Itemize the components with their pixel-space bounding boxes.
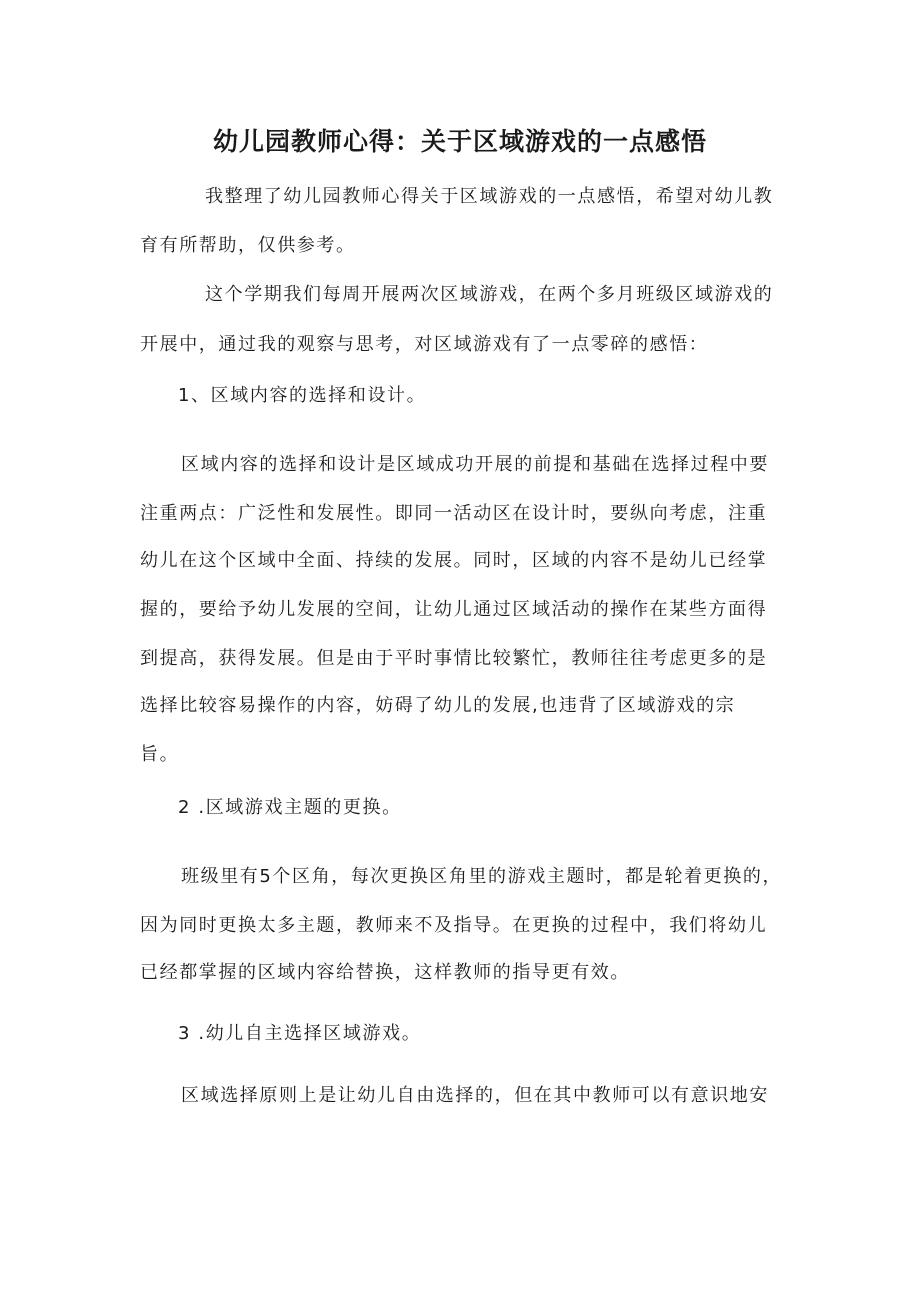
paragraph-line: 我整理了幼儿园教师心得关于区域游戏的一点感悟，希望对幼儿教: [205, 186, 774, 207]
paragraph-line: 区域内容的选择和设计是区域成功开展的前提和基础在选择过程中要: [181, 454, 769, 475]
section-heading-3: 3 .幼儿自主选择区域游戏。: [178, 1023, 422, 1044]
paragraph-line: 到提高，获得发展。但是由于平时事情比较繁忙，教师往往考虑更多的是: [140, 648, 768, 669]
paragraph-line: 选择比较容易操作的内容，妨碍了幼儿的发展,也违背了区域游戏的宗: [140, 695, 736, 716]
paragraph-line: 开展中，通过我的观察与思考，对区域游戏有了一点零碎的感悟：: [140, 334, 709, 355]
section-heading-2: 2 .区域游戏主题的更换。: [178, 797, 402, 818]
paragraph-line: 旨。: [140, 744, 180, 765]
paragraph-line: 育有所帮助，仅供参考。: [140, 235, 356, 256]
paragraph-line: 注重两点：广泛性和发展性。即同一活动区在设计时，要纵向考虑，注重: [140, 503, 768, 524]
paragraph-line: 因为同时更换太多主题，教师来不及指导。在更换的过程中，我们将幼儿: [140, 915, 768, 936]
document-title: 幼儿园教师心得：关于区域游戏的一点感悟: [212, 127, 707, 156]
paragraph-line: 这个学期我们每周开展两次区域游戏，在两个多月班级区域游戏的: [205, 284, 774, 305]
paragraph-line: 已经都掌握的区域内容给替换，这样教师的指导更有效。: [140, 962, 630, 983]
paragraph-line: 幼儿在这个区域中全面、持续的发展。同时，区域的内容不是幼儿已经掌: [140, 550, 768, 571]
paragraph-line: 班级里有5个区角，每次更换区角里的游戏主题时，都是轮着更换的，: [181, 866, 783, 887]
paragraph-line: 握的，要给予幼儿发展的空间，让幼儿通过区域活动的操作在某些方面得: [140, 599, 768, 620]
paragraph-line: 区域选择原则上是让幼儿自由选择的，但在其中教师可以有意识地安: [181, 1085, 769, 1106]
section-heading-1: 1、区域内容的选择和设计。: [178, 385, 427, 406]
